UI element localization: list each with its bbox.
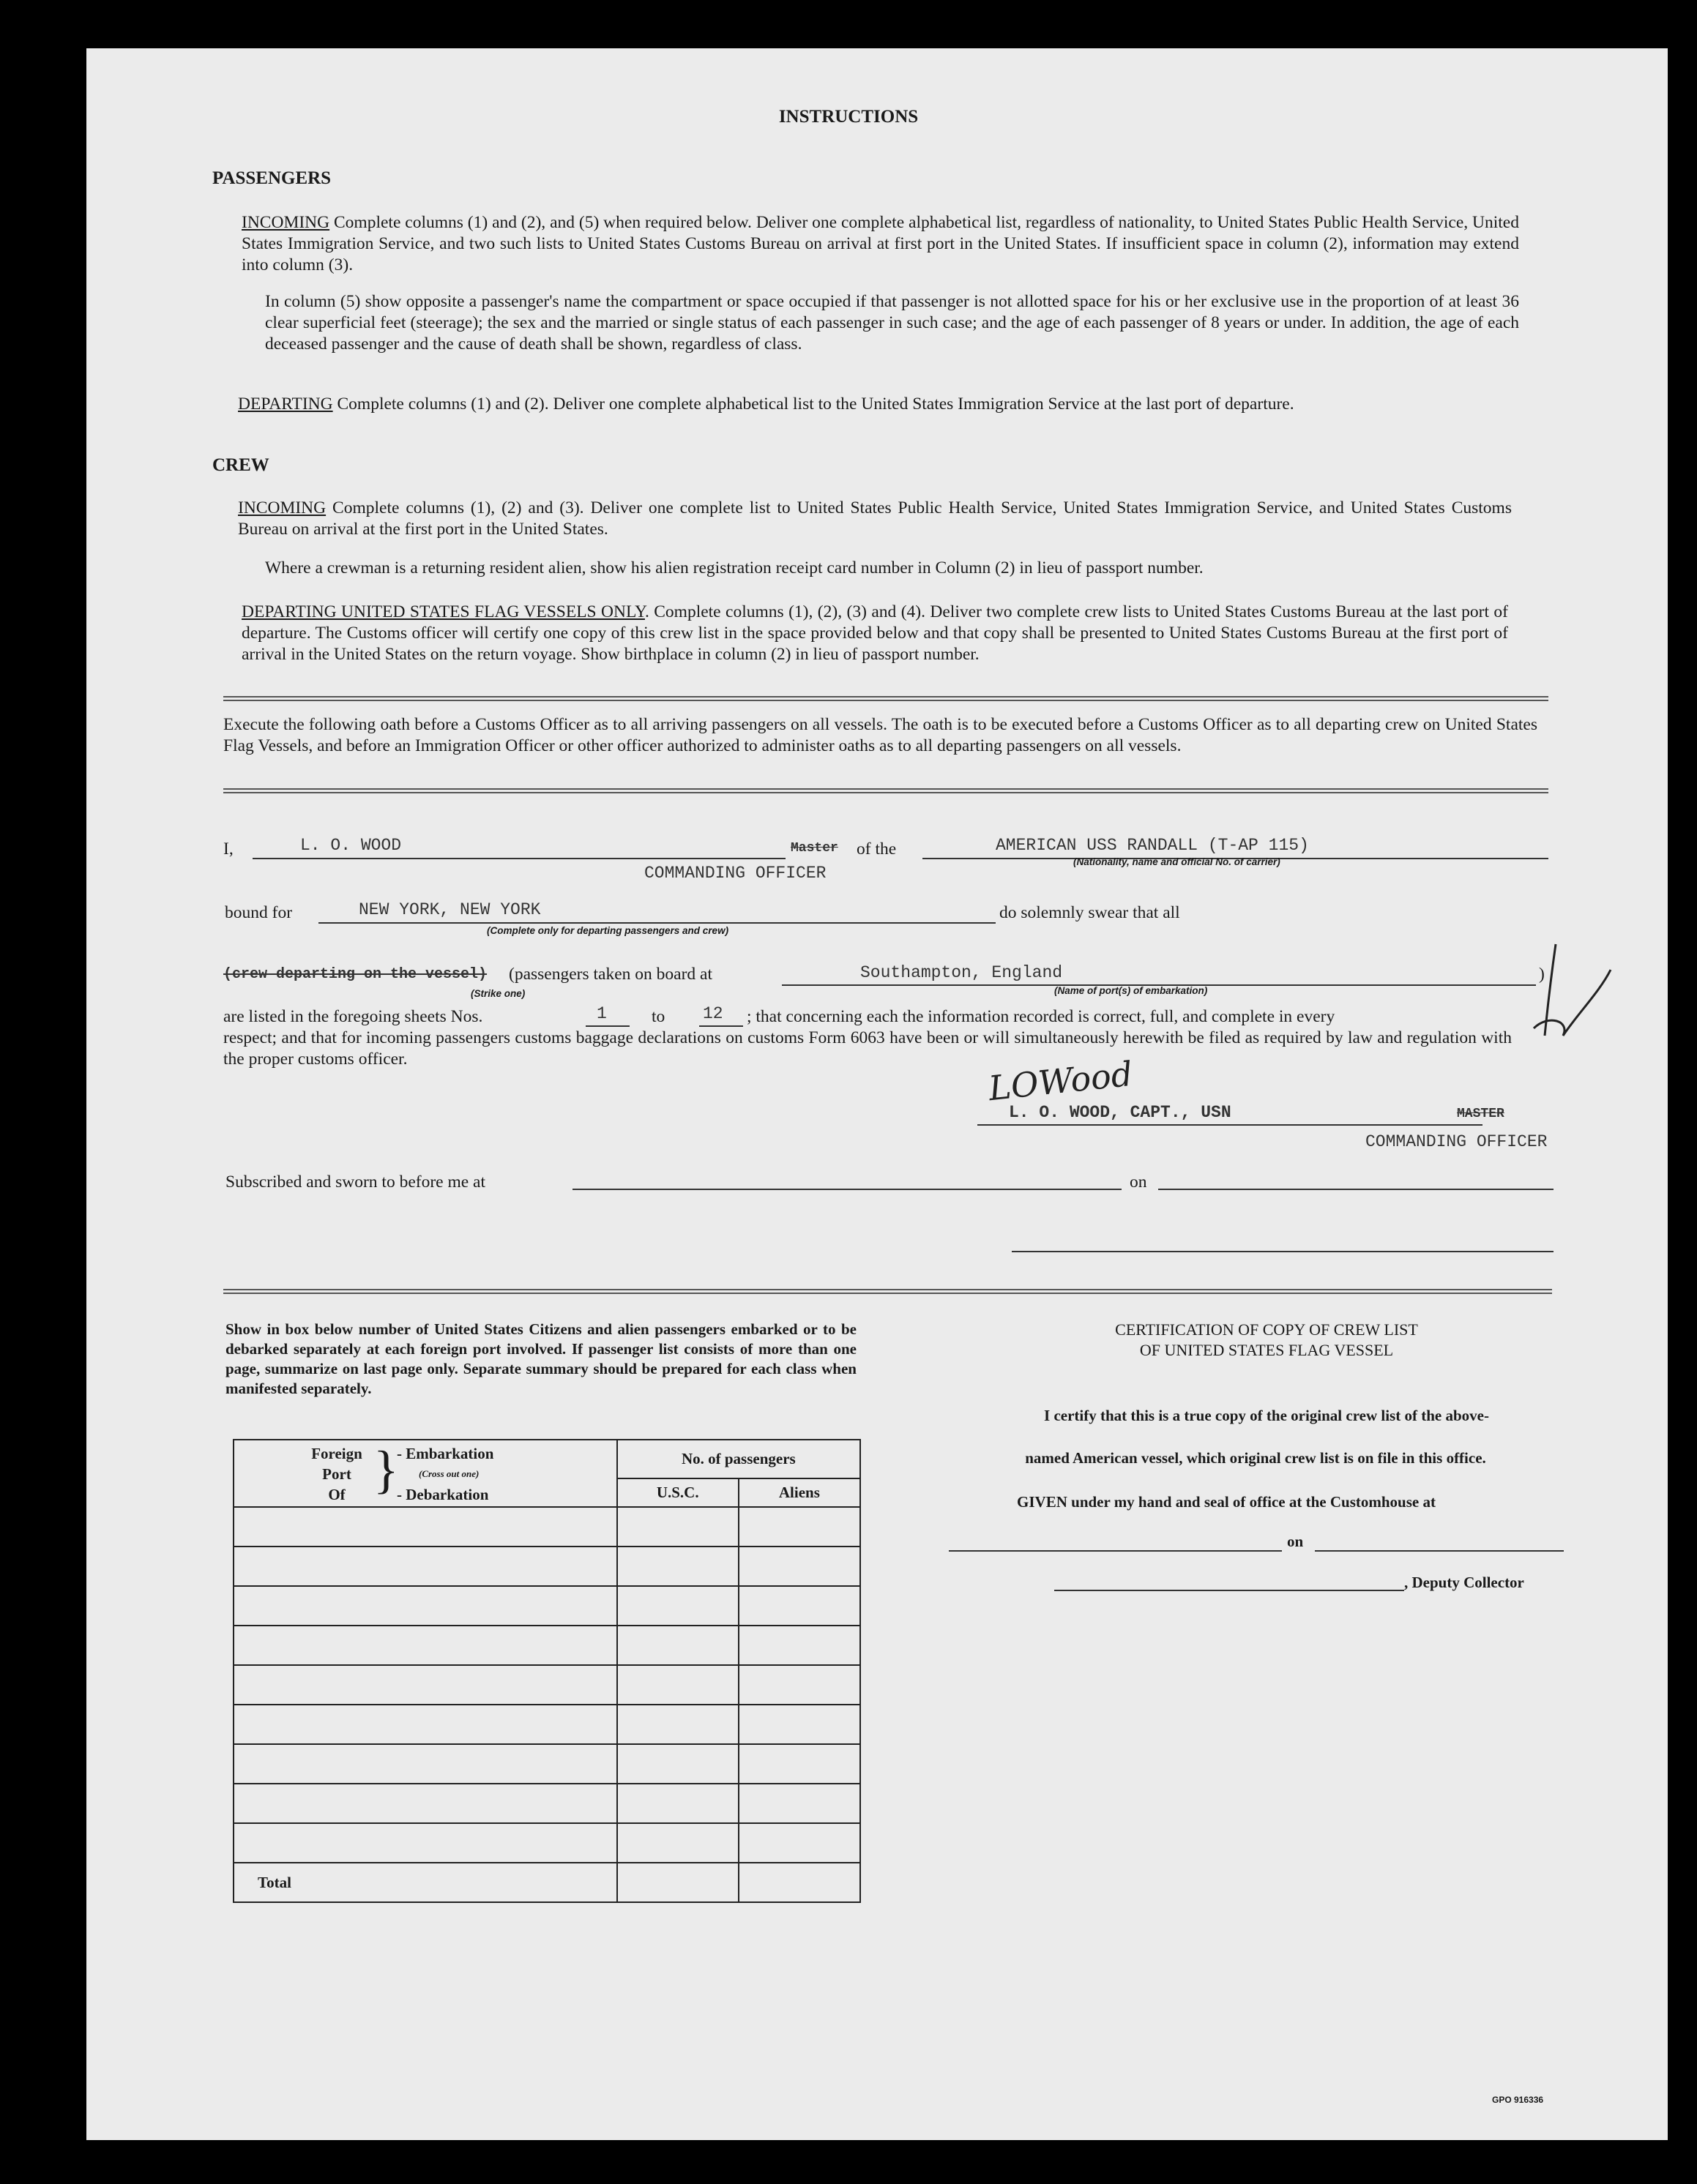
- port-cell[interactable]: [234, 1507, 617, 1547]
- brace-icon: }: [373, 1440, 399, 1499]
- total-usc-cell[interactable]: [617, 1863, 739, 1902]
- table-row: [234, 1507, 860, 1547]
- aliens-cell[interactable]: [739, 1744, 860, 1784]
- cert-heading-line1: CERTIFICATION OF COPY OF CREW LIST: [1115, 1320, 1418, 1339]
- port-cell[interactable]: [234, 1665, 617, 1705]
- swear-text: do solemnly swear that all: [999, 903, 1180, 922]
- sheets-text: are listed in the foregoing sheets Nos.: [223, 1007, 483, 1026]
- table-row: [234, 1547, 860, 1586]
- port-cell[interactable]: [234, 1626, 617, 1665]
- port-cell[interactable]: [234, 1744, 617, 1784]
- aliens-cell[interactable]: [739, 1586, 860, 1626]
- close-paren: ): [1539, 965, 1545, 984]
- header-aliens: Aliens: [739, 1478, 860, 1507]
- usc-cell[interactable]: [617, 1744, 739, 1784]
- crew-incoming-label: INCOMING: [238, 498, 327, 517]
- cert-date-line[interactable]: [1315, 1550, 1564, 1552]
- usc-cell[interactable]: [617, 1784, 739, 1823]
- header-foreign: Foreign: [311, 1445, 362, 1462]
- divider: [223, 1289, 1552, 1294]
- table-row: [234, 1784, 860, 1823]
- divider: [223, 696, 1548, 701]
- header-embarkation: - Embarkation: [397, 1445, 494, 1462]
- strike-caption: (Strike one): [471, 988, 526, 999]
- usc-cell[interactable]: [617, 1705, 739, 1744]
- embark-field[interactable]: Southampton, England: [860, 963, 1063, 982]
- port-cell[interactable]: [234, 1547, 617, 1586]
- gpo-number: GPO 916336: [1492, 2095, 1544, 2105]
- port-cell[interactable]: [234, 1705, 617, 1744]
- header-usc: U.S.C.: [617, 1478, 739, 1507]
- header-port: Port: [322, 1465, 351, 1483]
- aliens-cell[interactable]: [739, 1705, 860, 1744]
- master-struck-2: MASTER: [1457, 1107, 1504, 1121]
- subscribed-date-line[interactable]: [1158, 1189, 1554, 1190]
- aliens-cell[interactable]: [739, 1784, 860, 1823]
- usc-cell[interactable]: [617, 1823, 739, 1863]
- passengers-heading: PASSENGERS: [212, 168, 332, 188]
- header-of: Of: [328, 1486, 346, 1503]
- carrier-caption: (Nationality, name and official No. of carrier): [1073, 856, 1280, 867]
- table-row: [234, 1705, 860, 1744]
- table-row: [234, 1823, 860, 1863]
- sheet-from-line: [586, 1025, 630, 1027]
- bound-for-line: [318, 922, 996, 924]
- crew-struck: (crew departing on the vessel): [223, 966, 488, 983]
- name-field-line: [253, 858, 786, 859]
- aliens-cell[interactable]: [739, 1626, 860, 1665]
- officer-signature-line[interactable]: [1012, 1251, 1554, 1252]
- initials-mark: [1519, 940, 1614, 1050]
- page-title: INSTRUCTIONS: [778, 107, 919, 127]
- subscribed-place-line[interactable]: [572, 1189, 1122, 1190]
- signature-typed: L. O. WOOD, CAPT., USN: [1009, 1103, 1231, 1122]
- passengers-incoming-label: INCOMING: [242, 213, 330, 232]
- embark-caption: (Name of port(s) of embarkation): [1054, 985, 1208, 996]
- crew-departing-paragraph: [242, 602, 1508, 665]
- aliens-cell[interactable]: [739, 1823, 860, 1863]
- cert-line2: named American vessel, which original crew list is on file in this office.: [1025, 1449, 1486, 1467]
- divider: [223, 788, 1548, 793]
- passengers-column5-paragraph: In column (5) show opposite a passenger's name the compartment or space occupied if that passenger is not allotted space for his or her exclusive use in the proportion of at least 36 clear superficial feet (steerage); the sex and the married or single status of each passenger in such case; and the age of each passenger of 8 years or under. In addition, the age of each deceased passenger and the cause of death shall be shown, regardless of class.: [265, 292, 1519, 354]
- master-struck: Master: [791, 841, 838, 856]
- bound-for-label: bound for: [225, 903, 293, 922]
- passengers-incoming-text: Complete columns (1) and (2), and (5) when required below. Deliver one complete alphabetical list, regardless of nationality, to United States Public Health Service, United States Immigration Service, and two such lists to United States Customs Bureau on arrival at first port in the United States. If insufficient space in column (2), information may extend into column (3).: [242, 213, 1519, 274]
- table-row: [234, 1665, 860, 1705]
- passengers-departing-text: Complete columns (1) and (2). Deliver one complete alphabetical list to the United States Immigration Service at the last port of departure.: [332, 394, 1294, 414]
- passengers-taken-text: (passengers taken on board at: [509, 965, 712, 984]
- aliens-cell[interactable]: [739, 1507, 860, 1547]
- deputy-signature-line[interactable]: [1054, 1590, 1404, 1591]
- passengers-departing-paragraph: [238, 394, 1519, 415]
- commanding-officer-typed-2: COMMANDING OFFICER: [1365, 1132, 1548, 1151]
- usc-cell[interactable]: [617, 1665, 739, 1705]
- usc-cell[interactable]: [617, 1586, 739, 1626]
- header-no-passengers: No. of passengers: [617, 1440, 860, 1478]
- oath-i-label: I,: [223, 839, 234, 859]
- sheet-from-field[interactable]: 1: [597, 1004, 607, 1023]
- carrier-field[interactable]: AMERICAN USS RANDALL (T-AP 115): [996, 836, 1309, 855]
- crew-departing-label: DEPARTING UNITED STATES FLAG VESSELS ONLY: [242, 602, 645, 621]
- sheet-to-line: [699, 1025, 743, 1027]
- cert-line3: GIVEN under my hand and seal of office at the Customhouse at: [1017, 1493, 1436, 1511]
- oath-instruction: Execute the following oath before a Customs Officer as to all arriving passengers on all vessels. The oath is to be executed before a Customs Officer as to all departing crew on United States Flag Vessels, and before an Immigration Officer or other officer authorized to administer oaths as to all departing passengers on all vessels.: [223, 715, 1537, 755]
- table-row: [234, 1744, 860, 1784]
- cert-on-label: on: [1287, 1533, 1304, 1550]
- aliens-cell[interactable]: [739, 1665, 860, 1705]
- bound-caption: (Complete only for departing passengers and crew): [487, 925, 729, 936]
- of-the-label: of the: [857, 839, 897, 859]
- aliens-cell[interactable]: [739, 1547, 860, 1586]
- header-debarkation: - Debarkation: [397, 1486, 489, 1503]
- usc-cell[interactable]: [617, 1626, 739, 1665]
- cert-heading-line2: OF UNITED STATES FLAG VESSEL: [1139, 1341, 1394, 1359]
- deputy-collector-label: , Deputy Collector: [1404, 1574, 1524, 1591]
- port-cell[interactable]: [234, 1784, 617, 1823]
- sheet-to-field[interactable]: 12: [703, 1004, 723, 1023]
- commanding-officer-typed: COMMANDING OFFICER: [644, 864, 827, 883]
- oath-body-rest: respect; and that for incoming passengers customs baggage declarations on customs Form 6063 have been or will simultaneously herewith be filed as required by law and regulation with the proper customs officer.: [223, 1028, 1512, 1069]
- subscribed-label: Subscribed and sworn to before me at: [225, 1173, 486, 1192]
- header-cross-out: (Cross out one): [419, 1468, 480, 1479]
- usc-cell[interactable]: [617, 1507, 739, 1547]
- summary-instruction: Show in box below number of United States Citizens and alien passengers embarked or to be debarked separately at each foreign port involved. If passenger list consists of more than one page, summarize on last page only. Separate summary should be prepared for each class when manifested separately.: [225, 1320, 857, 1397]
- crew-incoming-text: Complete columns (1), (2) and (3). Deliver one complete list to United States Public Health Service, United States Immigration Service, and United States Customs Bureau on arrival at the first port in the United States.: [238, 498, 1512, 539]
- crew-incoming-paragraph: [238, 498, 1512, 540]
- sheets-text-2: ; that concerning each the information recorded is correct, full, and complete in every: [747, 1007, 1335, 1026]
- signature-line: [977, 1124, 1482, 1126]
- name-field[interactable]: L. O. WOOD: [300, 836, 402, 855]
- total-row: [234, 1863, 860, 1902]
- captain-signature: LOWood: [986, 1053, 1135, 1109]
- port-cell[interactable]: [234, 1586, 617, 1626]
- passengers-departing-label: DEPARTING: [238, 394, 333, 414]
- subscribed-on-label: on: [1130, 1173, 1147, 1192]
- foreign-port-header: [234, 1440, 617, 1507]
- crew-heading: CREW: [212, 455, 269, 475]
- cert-line1: I certify that this is a true copy of the original crew list of the above-: [1044, 1407, 1489, 1424]
- table-row: [234, 1586, 860, 1626]
- table-row: [234, 1626, 860, 1665]
- total-label: Total: [234, 1863, 617, 1902]
- certification-heading: [952, 1320, 1581, 1361]
- total-aliens-cell[interactable]: [739, 1863, 860, 1902]
- passenger-summary-table: [233, 1439, 861, 1903]
- customhouse-line[interactable]: [949, 1550, 1282, 1552]
- bound-for-field[interactable]: NEW YORK, NEW YORK: [359, 900, 541, 919]
- crew-resident-paragraph: Where a crewman is a returning resident alien, show his alien registration receipt card number in Column (2) in lieu of passport number.: [265, 558, 1204, 577]
- port-cell[interactable]: [234, 1823, 617, 1863]
- to-text: to: [652, 1007, 665, 1026]
- usc-cell[interactable]: [617, 1547, 739, 1586]
- table-header-row: [234, 1440, 860, 1478]
- passengers-incoming-paragraph: [242, 212, 1519, 276]
- crew-departing-text: . Complete columns (1), (2), (3) and (4). Deliver two complete crew lists to United States Customs Bureau at the last port of departure. The Customs officer will certify one copy of this crew list in the space provided below and that copy shall be presented to United States Customs Bureau at the first port of arrival in the United States on the return voyage. Show birthplace in column (2) in lieu of passport number.: [242, 602, 1508, 664]
